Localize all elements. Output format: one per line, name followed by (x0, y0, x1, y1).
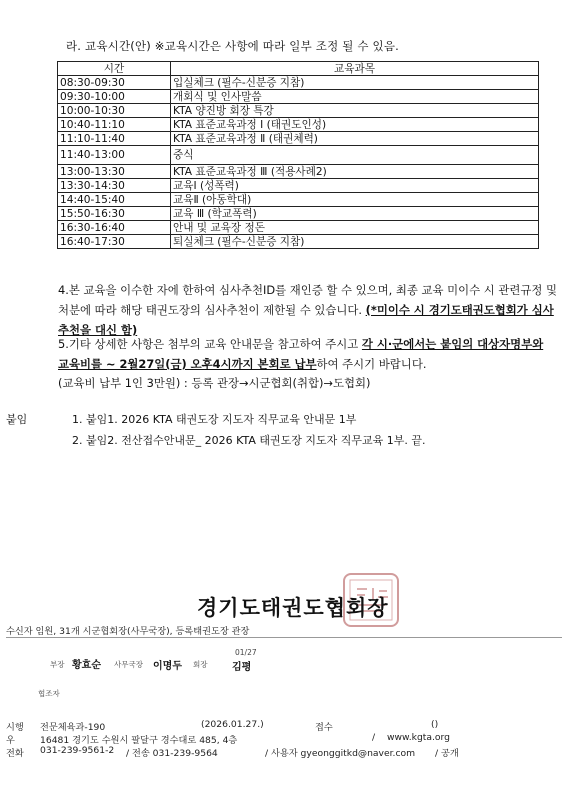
schedule-course: 중식 (171, 146, 539, 165)
phone-value: 031-239-9561-2 (40, 745, 115, 756)
schedule-time: 09:30-10:00 (58, 90, 171, 104)
postal-label: 우 (6, 735, 15, 746)
fax-value: / 전송 031-239-9564 (126, 748, 218, 759)
notice-paragraph-4 (58, 280, 558, 340)
notice-5-emphasis: 각 시·군에서는 붙임의 대상자명부와 교육비를 ~ 2월27일(금) 오후4시까지 본회로 납부 (58, 337, 544, 371)
postal-address: 16481 경기도 수원시 팔달구 경수대로 485, 4층 (40, 735, 238, 746)
notice-4-text: 4.본 교육을 이수한 자에 한하여 심사추천ID를 재인증 할 수 있으며, 최종 교육 미이수 시 관련규정 및 처분에 따라 해당 태권도장의 심사추천이 제한될 수 있습니다. (58, 283, 558, 317)
schedule-time: 11:10-11:40 (58, 132, 171, 146)
schedule-row (58, 179, 539, 193)
disclosure-status: / 공개 (435, 748, 459, 759)
schedule-course: KTA 표준교육과정 Ⅱ (태권체력) (171, 132, 539, 146)
attachment-label: 붙임 (6, 413, 28, 426)
schedule-course: 교육Ⅰ (성폭력) (171, 179, 539, 193)
attachment-item-1[interactable]: 1. 붙임1. 2026 KTA 태권도장 지도자 직무교육 안내문 1부 (72, 413, 357, 426)
schedule-course: KTA 표준교육과정 Ⅲ (적용사례2) (171, 165, 539, 179)
notice-4-emphasis: (*미이수 시 경기도태권도협회가 심사추천을 대신 함) (58, 303, 554, 337)
approval-title-3: 회장 (193, 660, 208, 669)
enforce-label: 시행 (6, 722, 24, 733)
approval-date-3: 01/27 (235, 648, 257, 657)
notice-paragraph-5 (58, 334, 558, 374)
website-link[interactable]: www.kgta.org (387, 732, 450, 743)
recipients-line: 수신자 임원, 31개 시군협회장(사무국장), 등록태권도장 관장 (6, 626, 250, 637)
schedule-course: KTA 표준교육과정 Ⅰ (태권도인성) (171, 118, 539, 132)
schedule-time: 10:00-10:30 (58, 104, 171, 118)
schedule-time: 11:40-13:00 (58, 146, 171, 165)
schedule-row (58, 118, 539, 132)
approval-name-3: 김평 (232, 662, 252, 673)
schedule-course: 교육 Ⅲ (학교폭력) (171, 207, 539, 221)
schedule-time: 15:50-16:30 (58, 207, 171, 221)
schedule-time: 13:30-14:30 (58, 179, 171, 193)
schedule-time: 16:40-17:30 (58, 235, 171, 249)
schedule-time: 16:30-16:40 (58, 221, 171, 235)
schedule-row (58, 90, 539, 104)
approval-name-2: 이명두 (153, 661, 182, 672)
cooperator-label: 협조자 (38, 689, 60, 698)
organization-name: 경기도태권도협회장 (197, 596, 389, 620)
schedule-row (58, 221, 539, 235)
receipt-label: 접수 (315, 722, 333, 733)
schedule-row (58, 207, 539, 221)
schedule-row (58, 193, 539, 207)
schedule-row (58, 146, 539, 165)
approval-title-1: 부장 (50, 660, 65, 669)
schedule-row (58, 76, 539, 90)
schedule-time: 14:40-15:40 (58, 193, 171, 207)
section-heading: 라. 교육시간(안) ※교육시간은 사항에 따라 일부 조정 될 수 있음. (66, 39, 400, 53)
enforce-date: (2026.01.27.) (201, 719, 264, 730)
schedule-time: 10:40-11:10 (58, 118, 171, 132)
schedule-course: 입실체크 (필수-신분증 지참) (171, 76, 539, 90)
address-separator: / (372, 732, 376, 743)
schedule-course: 교육Ⅱ (아동학대) (171, 193, 539, 207)
receipt-value: () (431, 719, 439, 730)
approval-title-2: 사무국장 (114, 660, 143, 669)
divider-recipients (6, 637, 562, 638)
notice-5-text-end: 하여 주시기 바랍니다. (316, 357, 427, 371)
email-value[interactable]: / 사용자 gyeonggitkd@naver.com (265, 748, 416, 759)
schedule-time: 13:00-13:30 (58, 165, 171, 179)
schedule-course: KTA 양진방 회장 특강 (171, 104, 539, 118)
attachment-item-2[interactable]: 2. 붙임2. 전산접수안내문_ 2026 KTA 태권도장 지도자 직무교육 1부. 끝. (72, 434, 426, 447)
schedule-course: 퇴실체크 (필수-신분증 지참) (171, 235, 539, 249)
schedule-row (58, 132, 539, 146)
fee-note: (교육비 납부 1인 3만원) : 등록 관장→시군협회(취합)→도협회) (58, 376, 371, 390)
schedule-course: 안내 및 교육장 정돈 (171, 221, 539, 235)
schedule-course: 개회식 및 인사말씀 (171, 90, 539, 104)
schedule-body (58, 76, 539, 249)
time-header: 시간 (58, 62, 171, 76)
enforce-value: 전문체육과-190 (40, 722, 106, 733)
notice-5-text: 5.기타 상세한 사항은 첨부의 교육 안내문을 참고하여 주시고 (58, 337, 362, 351)
schedule-row (58, 104, 539, 118)
schedule-time: 08:30-09:30 (58, 76, 171, 90)
schedule-table (57, 61, 539, 249)
schedule-row (58, 235, 539, 249)
schedule-row (58, 165, 539, 179)
phone-label: 전화 (6, 748, 24, 759)
course-header: 교육과목 (171, 62, 539, 76)
approval-name-1: 황효순 (72, 660, 101, 671)
